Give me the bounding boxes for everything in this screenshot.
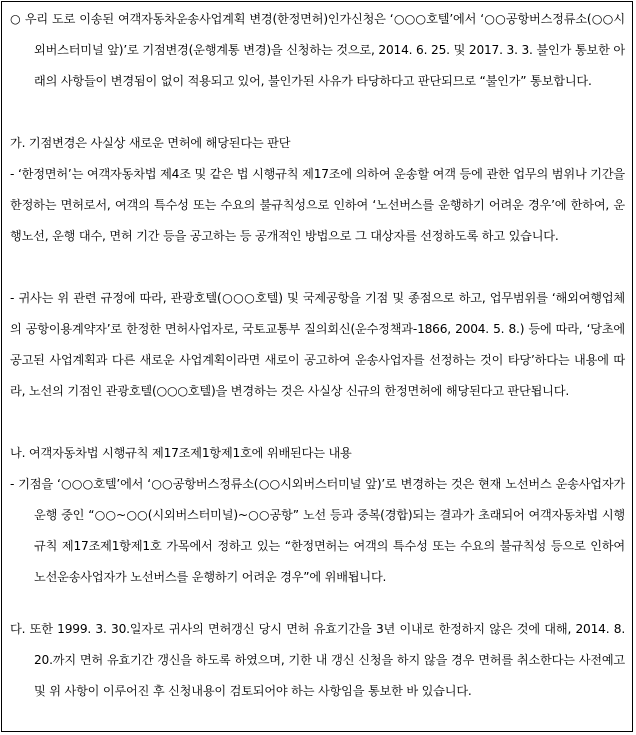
document-frame [1, 1, 633, 732]
section-heading-na: 나. 여객자동차법 시행규칙 제17조제1항제1호에 위배된다는 내용 [10, 446, 352, 460]
intro-paragraph: ○ 우리 도로 이송된 여객자동차운송사업계획 변경(한정면허)인가신청은 ‘○○○호텔’에서 ‘○○공항버스정류소(○○시외버스터미널 앞)’로 기점변경(운행계통 변경)을 신청하는 것으로, 2014. 6. 25. 및 2017. 3. 3. 불인가 통보한 아래의 사항들이 변경됨이 없이 적용되고 있어, 불인가된 사유가 타당하다고 판단되므로 “불인가” 통보합니다. [10, 12, 625, 88]
section-ga-paragraph-1: - ‘한정면허’는 여객자동차법 제4조 및 같은 법 시행규칙 제17조에 의하여 운송할 여객 등에 관한 업무의 범위나 기간을 한정하는 면허로서, 여객의 특수성 또는 수요의 불규칙성으로 인하여 ‘노선버스를 운행하기 어려운 경우’에 한하여, 운행노선, 운행 대수, 면허 기간 등을 공고하는 등 공개적인 방법으로 그 대상자를 선정하도록 하고 있습니다. [10, 167, 625, 243]
section-da-paragraph: 다. 또한 1999. 3. 30.일자로 귀사의 면허갱신 당시 면허 유효기간을 3년 이내로 한정하지 않은 것에 대해, 2014. 8. 20.까지 면허 유효기간 갱신을 하도록 하였으며, 기한 내 갱신 신청을 하지 않을 경우 면허를 취소한다는 사전예고 및 위 사항이 이루어진 후 신청내용이 검토되어야 하는 사항임을 통보한 바 있습니다. [10, 622, 625, 698]
section-heading-ga: 가. 기점변경은 사실상 새로운 면허에 해당된다는 판단 [10, 136, 291, 150]
section-ga-paragraph-2: - 귀사는 위 관련 규정에 따라, 관광호텔(○○○호텔) 및 국제공항을 기점 및 종점으로 하고, 업무범위를 ‘해외여행업체의 공항이용계약자’로 한정한 면허사업자로, 국토교통부 질의회신(운수정책과-1866, 2004. 5. 8.) 등에 따라, ‘당초에 공고된 사업계획과 다른 새로운 사업계획이라면 새로이 공고하여 운송사업자를 선정하는 것이 타당’하다는 내용에 따라, 노선의 기점인 관광호텔(○○○호텔)을 변경하는 것은 사실상 신규의 한정면허에 해당된다고 판단됩니다. [10, 291, 625, 398]
section-na-paragraph-1: - 기점을 ‘○○○호텔’에서 ‘○○공항버스정류소(○○시외버스터미널 앞)’로 변경하는 것은 현재 노선버스 운송사업자가 운행 중인 “○○~○○(시외버스터미널)~○○공항” 노선 등과 중복(경합)되는 결과가 초래되어 여객자동차법 시행규칙 제17조제1항제1호 가목에서 정하고 있는 “한정면허는 여객의 특수성 또는 수요의 불규칙성 등으로 인하여 노선운송사업자가 노선버스를 운행하기 어려운 경우”에 위배됩니다. [10, 477, 625, 584]
